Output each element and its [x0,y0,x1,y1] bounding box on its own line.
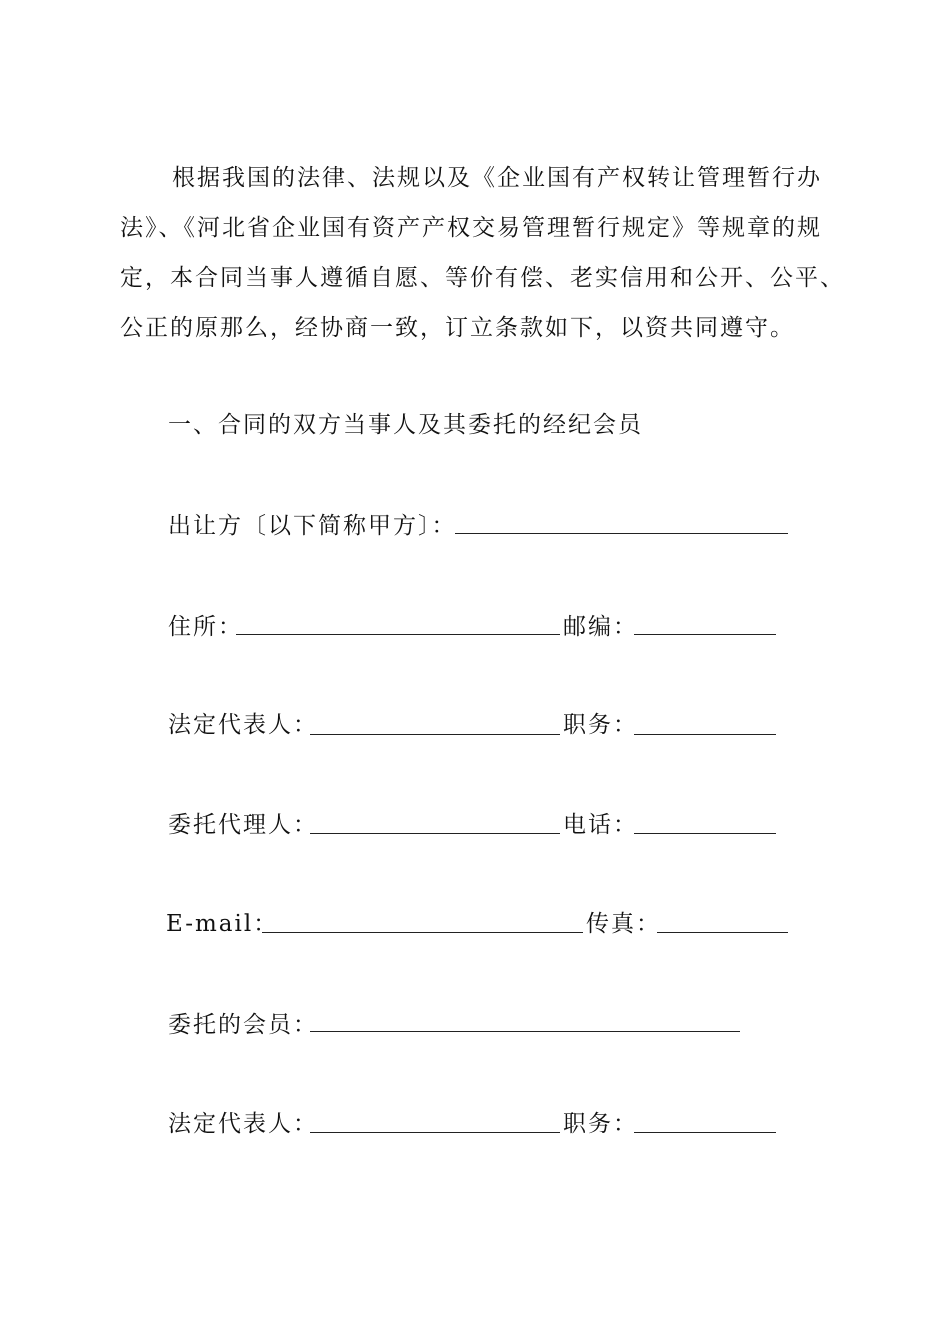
fax-label: 传真： [586,911,661,937]
section-heading: 一、合同的双方当事人及其委托的经纪会员 [168,412,643,438]
paragraph-line-1: 根据我国的法律、法规以及《企业国有产权转让管理暂行办 [172,165,822,191]
phone-field[interactable] [634,833,776,834]
address-label: 住所： [168,614,243,640]
member-legal-rep-label: 法定代表人： [168,1111,318,1137]
postcode-label: 邮编： [563,614,638,640]
member-field[interactable] [310,1031,740,1032]
agent-label: 委托代理人： [168,812,318,838]
email-label: E-mail： [166,911,279,937]
email-field[interactable] [262,932,583,933]
member-label: 委托的会员： [168,1012,318,1038]
member-legal-rep-field[interactable] [310,1132,560,1133]
legal-rep-field[interactable] [310,734,560,735]
transferor-label: 出让方〔以下简称甲方〕： [168,513,457,539]
phone-label: 电话： [563,812,638,838]
address-field[interactable] [236,634,560,635]
paragraph-line-4: 公正的原那么，经协商一致，订立条款如下，以资共同遵守。 [120,315,795,341]
postcode-field[interactable] [634,634,776,635]
fax-field[interactable] [657,932,788,933]
paragraph-line-2: 法》、《河北省企业国有资产产权交易管理暂行规定》等规章的规 [120,215,822,241]
legal-rep-label: 法定代表人： [168,712,318,738]
transferor-field[interactable] [455,533,788,534]
paragraph-line-3: 定，本合同当事人遵循自愿、等价有偿、老实信用和公开、公平、 [120,265,845,291]
position-field[interactable] [634,734,776,735]
member-position-field[interactable] [634,1132,776,1133]
position-label: 职务： [563,712,638,738]
member-position-label: 职务： [563,1111,638,1137]
agent-field[interactable] [310,833,560,834]
